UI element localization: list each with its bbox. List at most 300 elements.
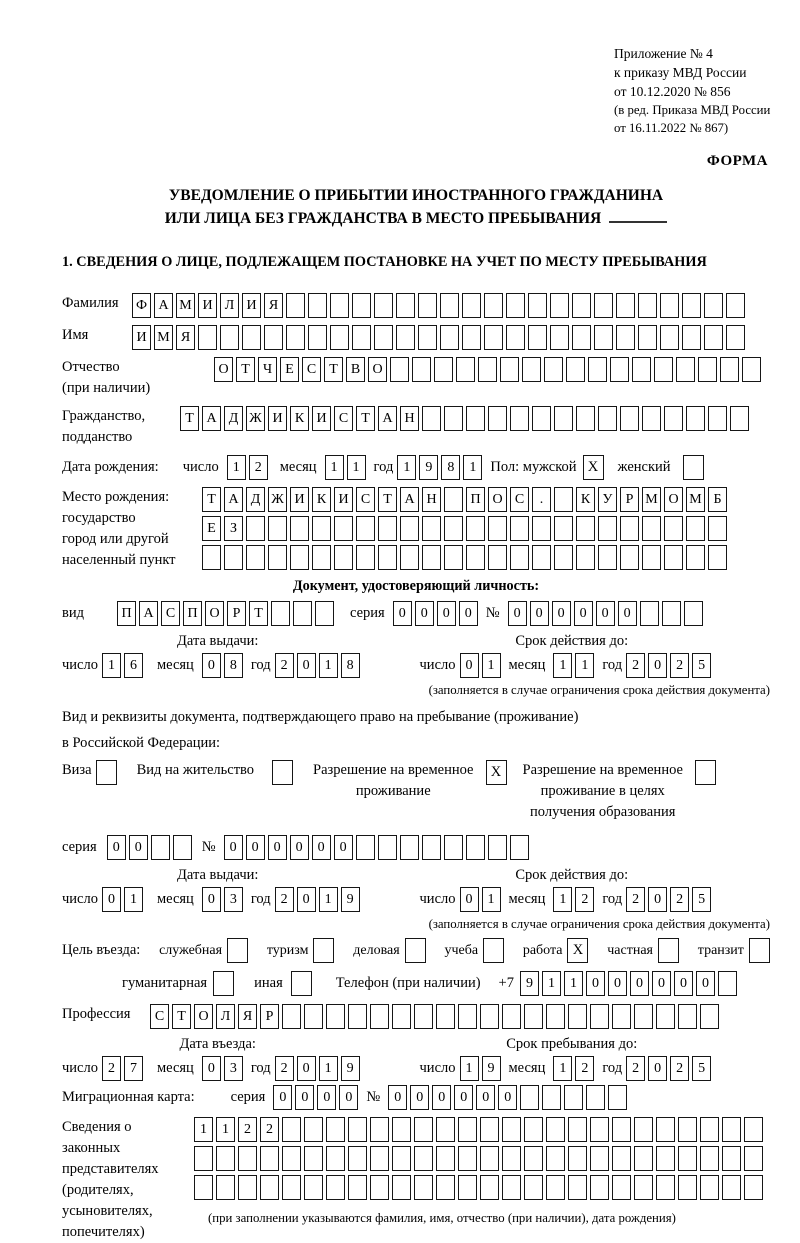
char-cell[interactable]: Я xyxy=(264,293,283,318)
char-cell[interactable]: Т xyxy=(202,487,221,512)
char-cell[interactable] xyxy=(502,1146,521,1171)
char-cell[interactable] xyxy=(720,357,739,382)
char-cell[interactable]: Т xyxy=(180,406,199,431)
char-cell[interactable]: М xyxy=(176,293,195,318)
char-cell[interactable] xyxy=(456,357,475,382)
char-cell[interactable]: Р xyxy=(260,1004,279,1029)
char-cell[interactable] xyxy=(554,406,573,431)
char-cell[interactable] xyxy=(502,1004,521,1029)
char-cell[interactable]: Р xyxy=(227,601,246,626)
residence-permit-checkbox[interactable] xyxy=(272,760,293,785)
char-cell[interactable] xyxy=(392,1117,411,1142)
char-cell[interactable]: М xyxy=(154,325,173,350)
char-cell[interactable]: 1 xyxy=(553,887,572,912)
purpose-other-checkbox[interactable] xyxy=(291,971,312,996)
char-cell[interactable] xyxy=(466,406,485,431)
char-cell[interactable] xyxy=(546,1117,565,1142)
char-cell[interactable] xyxy=(370,1004,389,1029)
char-cell[interactable]: 0 xyxy=(129,835,148,860)
char-cell[interactable]: 0 xyxy=(202,653,221,678)
char-cell[interactable] xyxy=(590,1175,609,1200)
char-cell[interactable]: Л xyxy=(216,1004,235,1029)
char-cell[interactable] xyxy=(480,1004,499,1029)
char-cell[interactable] xyxy=(620,545,639,570)
char-cell[interactable]: О xyxy=(205,601,224,626)
char-cell[interactable] xyxy=(598,516,617,541)
char-cell[interactable] xyxy=(282,1004,301,1029)
char-cell[interactable] xyxy=(352,293,371,318)
char-cell[interactable]: 0 xyxy=(596,601,615,626)
char-cell[interactable]: 1 xyxy=(216,1117,235,1142)
char-cell[interactable] xyxy=(524,1117,543,1142)
char-cell[interactable]: С xyxy=(161,601,180,626)
char-cell[interactable]: Т xyxy=(378,487,397,512)
char-cell[interactable] xyxy=(462,325,481,350)
char-cell[interactable]: 9 xyxy=(520,971,539,996)
char-cell[interactable] xyxy=(528,293,547,318)
char-cell[interactable] xyxy=(554,487,573,512)
char-cell[interactable] xyxy=(484,293,503,318)
char-cell[interactable] xyxy=(568,1146,587,1171)
char-cell[interactable]: 0 xyxy=(674,971,693,996)
char-cell[interactable] xyxy=(370,1146,389,1171)
char-cell[interactable] xyxy=(400,545,419,570)
char-cell[interactable] xyxy=(458,1004,477,1029)
char-cell[interactable]: П xyxy=(117,601,136,626)
char-cell[interactable] xyxy=(304,1004,323,1029)
char-cell[interactable] xyxy=(264,325,283,350)
char-cell[interactable] xyxy=(520,1085,539,1110)
sex-male-checkbox[interactable]: X xyxy=(583,455,604,480)
char-cell[interactable]: М xyxy=(686,487,705,512)
char-cell[interactable] xyxy=(524,1004,543,1029)
char-cell[interactable]: Т xyxy=(324,357,343,382)
char-cell[interactable]: Я xyxy=(238,1004,257,1029)
purpose-tourism-checkbox[interactable] xyxy=(313,938,334,963)
char-cell[interactable] xyxy=(524,1146,543,1171)
char-cell[interactable]: В xyxy=(346,357,365,382)
char-cell[interactable] xyxy=(194,1146,213,1171)
char-cell[interactable]: 0 xyxy=(459,601,478,626)
char-cell[interactable] xyxy=(704,325,723,350)
char-cell[interactable] xyxy=(414,1117,433,1142)
char-cell[interactable] xyxy=(374,293,393,318)
char-cell[interactable]: 1 xyxy=(319,887,338,912)
char-cell[interactable] xyxy=(576,545,595,570)
char-cell[interactable] xyxy=(568,1004,587,1029)
char-cell[interactable]: 1 xyxy=(575,653,594,678)
char-cell[interactable] xyxy=(458,1117,477,1142)
char-cell[interactable]: Л xyxy=(220,293,239,318)
char-cell[interactable]: 0 xyxy=(224,835,243,860)
char-cell[interactable] xyxy=(532,516,551,541)
char-cell[interactable] xyxy=(708,516,727,541)
char-cell[interactable]: 0 xyxy=(202,1056,221,1081)
char-cell[interactable] xyxy=(286,293,305,318)
char-cell[interactable] xyxy=(678,1146,697,1171)
char-cell[interactable] xyxy=(704,293,723,318)
char-cell[interactable] xyxy=(616,325,635,350)
char-cell[interactable] xyxy=(330,325,349,350)
char-cell[interactable]: Д xyxy=(246,487,265,512)
char-cell[interactable]: О xyxy=(214,357,233,382)
char-cell[interactable] xyxy=(620,516,639,541)
char-cell[interactable]: 1 xyxy=(463,455,482,480)
char-cell[interactable] xyxy=(542,1085,561,1110)
char-cell[interactable]: Ф xyxy=(132,293,151,318)
char-cell[interactable] xyxy=(564,1085,583,1110)
char-cell[interactable] xyxy=(656,1146,675,1171)
char-cell[interactable] xyxy=(268,545,287,570)
char-cell[interactable]: О xyxy=(488,487,507,512)
char-cell[interactable] xyxy=(396,293,415,318)
char-cell[interactable] xyxy=(436,1175,455,1200)
char-cell[interactable] xyxy=(286,325,305,350)
char-cell[interactable] xyxy=(510,835,529,860)
char-cell[interactable]: У xyxy=(598,487,617,512)
char-cell[interactable] xyxy=(590,1146,609,1171)
char-cell[interactable]: 1 xyxy=(319,1056,338,1081)
char-cell[interactable] xyxy=(392,1004,411,1029)
char-cell[interactable] xyxy=(664,516,683,541)
purpose-official-checkbox[interactable] xyxy=(227,938,248,963)
char-cell[interactable] xyxy=(642,545,661,570)
char-cell[interactable] xyxy=(224,545,243,570)
char-cell[interactable] xyxy=(444,835,463,860)
rvp-education-checkbox[interactable] xyxy=(695,760,716,785)
char-cell[interactable] xyxy=(242,325,261,350)
char-cell[interactable]: 5 xyxy=(692,887,711,912)
char-cell[interactable]: 0 xyxy=(432,1085,451,1110)
char-cell[interactable]: 0 xyxy=(460,887,479,912)
char-cell[interactable] xyxy=(528,325,547,350)
char-cell[interactable] xyxy=(656,1117,675,1142)
char-cell[interactable]: 9 xyxy=(419,455,438,480)
char-cell[interactable] xyxy=(378,545,397,570)
purpose-transit-checkbox[interactable] xyxy=(749,938,770,963)
char-cell[interactable] xyxy=(634,1146,653,1171)
char-cell[interactable]: 5 xyxy=(692,653,711,678)
char-cell[interactable]: К xyxy=(290,406,309,431)
char-cell[interactable] xyxy=(524,1175,543,1200)
char-cell[interactable] xyxy=(480,1175,499,1200)
char-cell[interactable] xyxy=(488,835,507,860)
char-cell[interactable] xyxy=(480,1117,499,1142)
char-cell[interactable]: 0 xyxy=(648,1056,667,1081)
char-cell[interactable] xyxy=(640,601,659,626)
char-cell[interactable]: 0 xyxy=(586,971,605,996)
char-cell[interactable] xyxy=(480,1146,499,1171)
char-cell[interactable] xyxy=(612,1117,631,1142)
char-cell[interactable] xyxy=(744,1146,763,1171)
char-cell[interactable] xyxy=(546,1175,565,1200)
char-cell[interactable]: 0 xyxy=(652,971,671,996)
char-cell[interactable]: П xyxy=(466,487,485,512)
rvp-checkbox[interactable]: X xyxy=(486,760,507,785)
char-cell[interactable] xyxy=(440,293,459,318)
char-cell[interactable] xyxy=(326,1004,345,1029)
char-cell[interactable] xyxy=(660,293,679,318)
char-cell[interactable] xyxy=(334,516,353,541)
char-cell[interactable] xyxy=(458,1175,477,1200)
char-cell[interactable]: 1 xyxy=(194,1117,213,1142)
char-cell[interactable]: А xyxy=(224,487,243,512)
char-cell[interactable]: 0 xyxy=(618,601,637,626)
char-cell[interactable] xyxy=(686,516,705,541)
char-cell[interactable]: С xyxy=(510,487,529,512)
char-cell[interactable] xyxy=(488,406,507,431)
char-cell[interactable] xyxy=(598,545,617,570)
char-cell[interactable] xyxy=(326,1146,345,1171)
char-cell[interactable] xyxy=(662,601,681,626)
char-cell[interactable] xyxy=(478,357,497,382)
char-cell[interactable]: А xyxy=(154,293,173,318)
char-cell[interactable]: 0 xyxy=(508,601,527,626)
char-cell[interactable] xyxy=(634,1117,653,1142)
char-cell[interactable]: 2 xyxy=(249,455,268,480)
char-cell[interactable] xyxy=(370,1117,389,1142)
char-cell[interactable]: 1 xyxy=(553,653,572,678)
char-cell[interactable]: 0 xyxy=(608,971,627,996)
purpose-study-checkbox[interactable] xyxy=(483,938,504,963)
char-cell[interactable] xyxy=(488,545,507,570)
char-cell[interactable]: С xyxy=(334,406,353,431)
char-cell[interactable] xyxy=(700,1175,719,1200)
char-cell[interactable] xyxy=(554,516,573,541)
char-cell[interactable]: З xyxy=(224,516,243,541)
char-cell[interactable] xyxy=(352,325,371,350)
char-cell[interactable] xyxy=(510,545,529,570)
char-cell[interactable]: 1 xyxy=(347,455,366,480)
char-cell[interactable] xyxy=(246,545,265,570)
char-cell[interactable] xyxy=(722,1117,741,1142)
char-cell[interactable] xyxy=(532,406,551,431)
char-cell[interactable]: . xyxy=(532,487,551,512)
char-cell[interactable]: Я xyxy=(176,325,195,350)
char-cell[interactable] xyxy=(586,1085,605,1110)
char-cell[interactable]: Ж xyxy=(246,406,265,431)
char-cell[interactable]: А xyxy=(378,406,397,431)
char-cell[interactable]: 1 xyxy=(124,887,143,912)
char-cell[interactable]: 1 xyxy=(227,455,246,480)
char-cell[interactable]: 1 xyxy=(460,1056,479,1081)
char-cell[interactable]: И xyxy=(268,406,287,431)
char-cell[interactable]: 0 xyxy=(454,1085,473,1110)
char-cell[interactable] xyxy=(444,487,463,512)
char-cell[interactable] xyxy=(502,1175,521,1200)
char-cell[interactable]: 0 xyxy=(393,601,412,626)
char-cell[interactable] xyxy=(678,1004,697,1029)
char-cell[interactable]: 0 xyxy=(574,601,593,626)
char-cell[interactable] xyxy=(444,516,463,541)
char-cell[interactable] xyxy=(290,516,309,541)
char-cell[interactable] xyxy=(730,406,749,431)
char-cell[interactable] xyxy=(682,293,701,318)
char-cell[interactable] xyxy=(271,601,290,626)
char-cell[interactable]: Ж xyxy=(268,487,287,512)
char-cell[interactable] xyxy=(594,325,613,350)
char-cell[interactable] xyxy=(412,357,431,382)
char-cell[interactable]: И xyxy=(334,487,353,512)
char-cell[interactable]: О xyxy=(194,1004,213,1029)
char-cell[interactable]: 0 xyxy=(648,887,667,912)
char-cell[interactable] xyxy=(654,357,673,382)
char-cell[interactable] xyxy=(612,1004,631,1029)
char-cell[interactable] xyxy=(572,325,591,350)
char-cell[interactable]: 2 xyxy=(238,1117,257,1142)
char-cell[interactable] xyxy=(326,1175,345,1200)
char-cell[interactable] xyxy=(414,1004,433,1029)
char-cell[interactable]: 0 xyxy=(388,1085,407,1110)
char-cell[interactable] xyxy=(638,293,657,318)
char-cell[interactable] xyxy=(348,1146,367,1171)
char-cell[interactable] xyxy=(616,293,635,318)
char-cell[interactable] xyxy=(390,357,409,382)
char-cell[interactable] xyxy=(642,406,661,431)
char-cell[interactable] xyxy=(726,293,745,318)
char-cell[interactable] xyxy=(610,357,629,382)
char-cell[interactable]: 0 xyxy=(312,835,331,860)
char-cell[interactable] xyxy=(238,1175,257,1200)
char-cell[interactable]: И xyxy=(198,293,217,318)
char-cell[interactable] xyxy=(488,516,507,541)
char-cell[interactable] xyxy=(444,406,463,431)
char-cell[interactable] xyxy=(304,1117,323,1142)
char-cell[interactable]: А xyxy=(139,601,158,626)
char-cell[interactable]: Ч xyxy=(258,357,277,382)
purpose-business-checkbox[interactable] xyxy=(405,938,426,963)
char-cell[interactable] xyxy=(686,406,705,431)
char-cell[interactable] xyxy=(348,1175,367,1200)
char-cell[interactable] xyxy=(718,971,737,996)
char-cell[interactable]: И xyxy=(132,325,151,350)
char-cell[interactable] xyxy=(260,1175,279,1200)
char-cell[interactable] xyxy=(238,1146,257,1171)
char-cell[interactable]: 0 xyxy=(297,653,316,678)
char-cell[interactable] xyxy=(632,357,651,382)
char-cell[interactable]: 2 xyxy=(670,887,689,912)
char-cell[interactable]: 0 xyxy=(297,1056,316,1081)
char-cell[interactable] xyxy=(554,545,573,570)
char-cell[interactable] xyxy=(326,1117,345,1142)
char-cell[interactable]: 1 xyxy=(482,887,501,912)
char-cell[interactable]: 2 xyxy=(670,1056,689,1081)
char-cell[interactable] xyxy=(506,293,525,318)
char-cell[interactable] xyxy=(588,357,607,382)
char-cell[interactable] xyxy=(664,406,683,431)
char-cell[interactable] xyxy=(356,516,375,541)
char-cell[interactable]: 0 xyxy=(297,887,316,912)
char-cell[interactable] xyxy=(608,1085,627,1110)
char-cell[interactable] xyxy=(282,1146,301,1171)
char-cell[interactable] xyxy=(676,357,695,382)
char-cell[interactable]: Б xyxy=(708,487,727,512)
char-cell[interactable] xyxy=(436,1146,455,1171)
char-cell[interactable] xyxy=(220,325,239,350)
char-cell[interactable]: 0 xyxy=(273,1085,292,1110)
char-cell[interactable]: 0 xyxy=(202,887,221,912)
char-cell[interactable] xyxy=(348,1117,367,1142)
char-cell[interactable]: 8 xyxy=(341,653,360,678)
char-cell[interactable] xyxy=(708,545,727,570)
char-cell[interactable] xyxy=(546,1146,565,1171)
char-cell[interactable] xyxy=(572,293,591,318)
char-cell[interactable]: 1 xyxy=(553,1056,572,1081)
char-cell[interactable] xyxy=(510,406,529,431)
char-cell[interactable]: 2 xyxy=(102,1056,121,1081)
char-cell[interactable]: 0 xyxy=(415,601,434,626)
purpose-private-checkbox[interactable] xyxy=(658,938,679,963)
char-cell[interactable] xyxy=(634,1004,653,1029)
char-cell[interactable] xyxy=(550,293,569,318)
char-cell[interactable]: Н xyxy=(400,406,419,431)
char-cell[interactable] xyxy=(400,516,419,541)
char-cell[interactable] xyxy=(660,325,679,350)
char-cell[interactable]: 2 xyxy=(670,653,689,678)
char-cell[interactable]: 0 xyxy=(498,1085,517,1110)
char-cell[interactable] xyxy=(312,545,331,570)
char-cell[interactable] xyxy=(638,325,657,350)
char-cell[interactable] xyxy=(356,835,375,860)
char-cell[interactable] xyxy=(392,1146,411,1171)
char-cell[interactable] xyxy=(744,1117,763,1142)
char-cell[interactable] xyxy=(312,516,331,541)
char-cell[interactable] xyxy=(722,1175,741,1200)
char-cell[interactable]: А xyxy=(400,487,419,512)
char-cell[interactable]: 0 xyxy=(460,653,479,678)
char-cell[interactable]: 0 xyxy=(630,971,649,996)
char-cell[interactable] xyxy=(418,293,437,318)
char-cell[interactable]: 1 xyxy=(102,653,121,678)
char-cell[interactable] xyxy=(444,545,463,570)
char-cell[interactable] xyxy=(370,1175,389,1200)
char-cell[interactable] xyxy=(506,325,525,350)
char-cell[interactable] xyxy=(194,1175,213,1200)
char-cell[interactable] xyxy=(726,325,745,350)
char-cell[interactable] xyxy=(173,835,192,860)
char-cell[interactable] xyxy=(590,1004,609,1029)
char-cell[interactable] xyxy=(744,1175,763,1200)
char-cell[interactable]: 2 xyxy=(626,1056,645,1081)
char-cell[interactable] xyxy=(684,601,703,626)
char-cell[interactable] xyxy=(664,545,683,570)
char-cell[interactable]: 0 xyxy=(552,601,571,626)
char-cell[interactable]: К xyxy=(576,487,595,512)
char-cell[interactable] xyxy=(246,516,265,541)
char-cell[interactable]: К xyxy=(312,487,331,512)
sex-female-checkbox[interactable] xyxy=(683,455,704,480)
char-cell[interactable]: Р xyxy=(620,487,639,512)
char-cell[interactable] xyxy=(348,1004,367,1029)
char-cell[interactable] xyxy=(216,1175,235,1200)
char-cell[interactable] xyxy=(458,1146,477,1171)
char-cell[interactable] xyxy=(532,545,551,570)
char-cell[interactable] xyxy=(544,357,563,382)
purpose-humanitarian-checkbox[interactable] xyxy=(213,971,234,996)
char-cell[interactable]: 2 xyxy=(575,887,594,912)
char-cell[interactable]: 1 xyxy=(564,971,583,996)
char-cell[interactable] xyxy=(700,1004,719,1029)
char-cell[interactable] xyxy=(620,406,639,431)
char-cell[interactable] xyxy=(374,325,393,350)
char-cell[interactable]: Н xyxy=(422,487,441,512)
char-cell[interactable] xyxy=(308,325,327,350)
char-cell[interactable] xyxy=(642,516,661,541)
char-cell[interactable]: 0 xyxy=(696,971,715,996)
char-cell[interactable]: 3 xyxy=(224,1056,243,1081)
char-cell[interactable] xyxy=(422,516,441,541)
char-cell[interactable] xyxy=(546,1004,565,1029)
